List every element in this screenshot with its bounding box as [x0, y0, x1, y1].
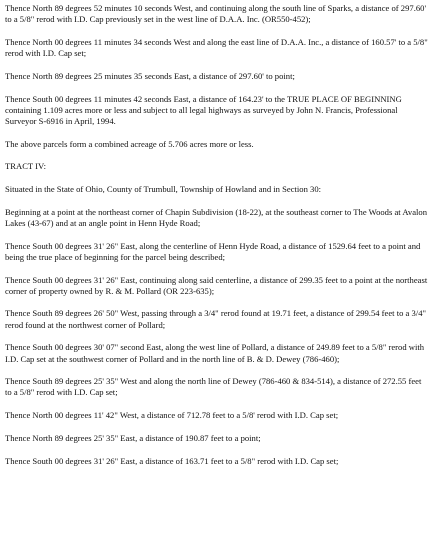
- paragraph-east-line-daa: Thence North 00 degrees 11 minutes 34 seconds West and along the east line of D.A.A. Inc., a distance of 160.57' to a 5/8" rerod with I.D. Cap set;: [5, 36, 428, 59]
- paragraph-to-point: Thence North 89 degrees 25 minutes 35 seconds East, a distance of 297.60' to point;: [5, 70, 295, 81]
- section-heading-tract-iv: TRACT IV:: [5, 161, 46, 172]
- paragraph-continuing-centerline: Thence South 00 degrees 31' 26" East, continuing along said centerline, a distance of 299.35 feet to a point at the northeast corner of property owned by R. & M. Pollard (OR 223-635);: [5, 274, 428, 296]
- paragraph-south-east-163: Thence South 00 degrees 31' 26" East, a distance of 163.71 feet to a 5/8" rerod with I.D. Cap set;: [5, 455, 339, 466]
- paragraph-west-line-pollard: Thence South 00 degrees 30' 07" second East, along the west line of Pollard, a distance of 249.89 feet to a 5/8" rerod with I.D. Cap set at the southwest corner of Pollard and in the north line of B. & D. Dewey (786-460);: [5, 342, 425, 364]
- paragraph-true-place-of-beginning: Thence South 00 degrees 11 minutes 42 seconds East, a distance of 164.23' to the TRUE PLACE OF BEGINNING containing 1.109 acres more or less and subject to all legal highways as surveyed by John N. Francis, Professional Surveyor S-6916 in April, 1994.: [5, 93, 402, 126]
- paragraph-north-712: Thence North 00 degrees 11' 42" West, a distance of 712.78 feet to a 5/8' rerod with I.D. Cap set;: [5, 410, 339, 421]
- paragraph-south-line-sparks: Thence North 89 degrees 52 minutes 10 seconds West, and continuing along the south line of Sparks, a distance of 297.60' to a 5/8" rerod with I.D. Cap previously set in the west line of D.A.A. Inc. (OR550-452);: [5, 3, 426, 25]
- paragraph-henn-hyde-centerline: Thence South 00 degrees 31' 26" East, along the centerline of Henn Hyde Road, a distance of 1529.64 feet to a point and being the true place of beginning for the parcel being described;: [5, 240, 421, 262]
- paragraph-beginning-point: Beginning at a point at the northeast corner of Chapin Subdivision (18-22), at the southeast corner to The Woods at Avalon Lakes (43-67) and at an angle point in Henn Hyde Road;: [5, 206, 427, 228]
- paragraph-north-east-190: Thence North 89 degrees 25' 35" East, a distance of 190.87 feet to a point;: [5, 432, 261, 443]
- paragraph-situated: Situated in the State of Ohio, County of Trumbull, Township of Howland and in Section 30:: [5, 184, 322, 195]
- paragraph-passing-rerod: Thence South 89 degrees 26' 50" West, passing through a 3/4" rerod found at 19.71 feet, a distance of 299.54 feet to a 3/4" rerod found at the northwest corner of Pollard;: [5, 308, 426, 330]
- paragraph-combined-acreage: The above parcels form a combined acreage of 5.706 acres more or less.: [5, 138, 254, 149]
- paragraph-north-line-dewey: Thence South 89 degrees 25' 35" West and along the north line of Dewey (786-460 & 834-514), a distance of 272.55 feet to a 5/8" rerod with I.D. Cap set;: [5, 376, 422, 398]
